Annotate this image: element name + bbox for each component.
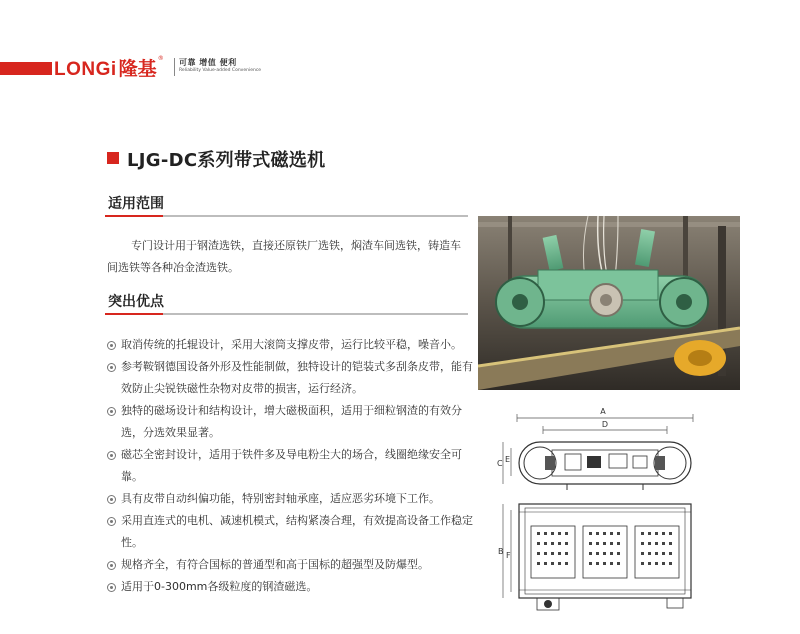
dim-label-e: E	[505, 455, 511, 464]
brand-logo	[54, 55, 164, 79]
bullet-icon	[107, 583, 116, 592]
logo-chinese-text: 隆基	[118, 58, 157, 80]
title-marker	[107, 152, 119, 164]
plan-view	[498, 504, 691, 610]
dim-label-b: B	[498, 547, 504, 556]
list-item-text: 磁芯全密封设计，适用于铁件多及导电粉尘大的场合，线圈绝缘安全可靠。	[121, 448, 462, 483]
list-item	[107, 334, 477, 356]
advantages-list	[107, 334, 477, 598]
list-item	[107, 488, 477, 510]
list-item-text: 独特的磁场设计和结构设计，增大磁极面积，适用于细粒钢渣的有效分选，分选效果显著。	[121, 404, 462, 439]
application-heading: 适用范围	[108, 196, 164, 212]
slogan-chinese: 可靠 增值 便利	[179, 58, 237, 67]
bullet-icon	[107, 451, 116, 460]
list-item-text: 规格齐全，有符合国标的普通型和高于国标的超强型及防爆型。	[121, 558, 429, 571]
list-item	[107, 554, 477, 576]
dim-label-a: A	[600, 407, 606, 416]
bullet-icon	[107, 517, 116, 526]
bullet-icon	[107, 363, 116, 372]
list-item-text: 采用直连式的电机、减速机模式，结构紧凑合理，有效提高设备工作稳定性。	[121, 514, 473, 549]
dimension-drawing	[497, 402, 715, 620]
list-item-text: 取消传统的托辊设计，采用大滚筒支撑皮带，运行比较平稳，噪音小。	[121, 338, 462, 351]
registered-mark: ®	[157, 55, 164, 62]
list-item-text: 参考鞍钢德国设备外形及性能制做，独特设计的铠装式多刮条皮带，能有效防止尖锐铁磁性杂物对皮带的损害，运行经济。	[121, 360, 473, 395]
list-item	[107, 400, 477, 444]
dim-label-c: C	[497, 459, 503, 468]
brand-accent-bar	[0, 62, 52, 75]
dim-label-f: F	[506, 551, 511, 560]
separator-photo-illustration	[478, 216, 740, 390]
brand-divider	[174, 58, 175, 76]
page-title: LJG-DC系列带式磁选机	[127, 150, 326, 171]
advantages-heading-rule-accent	[105, 313, 163, 315]
product-photo	[478, 216, 740, 390]
list-item	[107, 444, 477, 488]
list-item	[107, 356, 477, 400]
advantages-heading: 突出优点	[108, 294, 164, 310]
dim-label-d: D	[601, 420, 609, 429]
list-item-text: 具有皮带自动纠偏功能，特别密封轴承座，适应恶劣环境下工作。	[121, 492, 440, 505]
bullet-icon	[107, 407, 116, 416]
logo-latin-text: LONGi	[54, 59, 117, 80]
list-item	[107, 510, 477, 554]
list-item	[107, 576, 477, 598]
application-heading-rule-accent	[105, 215, 163, 217]
slogan-english: Reliability Value-added Convenience	[179, 68, 262, 73]
bullet-icon	[107, 341, 116, 350]
application-text: 专门设计用于钢渣选铁，直接还原铁厂选铁，焖渣车间选铁，铸造车间选铁等各种冶金渣选铁。	[107, 239, 461, 274]
bullet-icon	[107, 561, 116, 570]
list-item-text: 适用于0-300mm各级粒度的钢渣磁选。	[121, 580, 318, 593]
brand-slogan	[179, 58, 261, 74]
bullet-icon	[107, 495, 116, 504]
side-view	[497, 407, 693, 490]
